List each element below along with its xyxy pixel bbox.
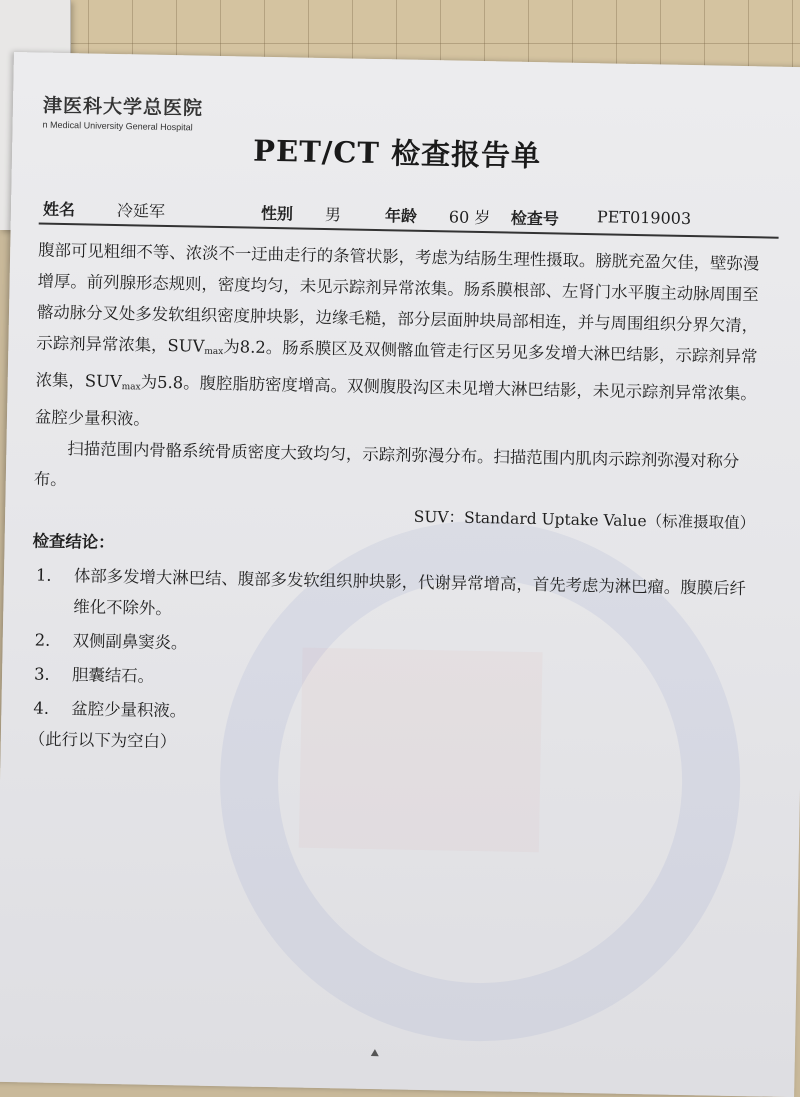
blank-below-note: （此行以下为空白） bbox=[28, 729, 177, 752]
conclusion-number: 1. bbox=[35, 565, 52, 585]
report-title: PET/CT 检查报告单 bbox=[252, 133, 542, 174]
suv-definition-note: SUV：Standard Uptake Value（标准摄取值） bbox=[413, 507, 756, 533]
patient-info-row bbox=[39, 193, 779, 239]
suv-sub-1: max bbox=[204, 346, 224, 358]
page-marker bbox=[371, 1049, 379, 1056]
report-body bbox=[29, 235, 761, 769]
conclusion-item bbox=[31, 559, 754, 635]
patient-gender: 男 bbox=[324, 205, 342, 225]
findings-text-a: 腹部可见粗细不等、浓淡不一迂曲走行的条管状影，考虑为结肠生理性摄取。膀胱充盈欠佳，壁弥漫增厚。前列腺形态规则，密度均匀，未见示踪剂异常浓集。肠系膜根部、左肾门水平腹主动脉周围至髂动脉分叉处多发软组织密度肿块影，边缘毛糙，部分层面肿块局部相连，并与周围组织分界欠清，示踪剂异常浓集， bbox=[36, 240, 760, 355]
findings-text-c: 为5.8。腹腔脂肪密度增高。双侧腹股沟区未见增大淋巴结影，未见示踪剂异常浓集。盆腔少量积液。 bbox=[34, 372, 757, 429]
findings-paragraph-2: 扫描范围内骨骼系统骨质密度大致均匀，示踪剂弥漫分布。扫描范围内肌肉示踪剂弥漫对称分布。 bbox=[33, 439, 740, 490]
hospital-name-cn: 津医科大学总医院 bbox=[42, 94, 204, 120]
conclusion-text: 双侧副鼻窦炎。 bbox=[72, 631, 188, 653]
suv-base-2: SUV bbox=[84, 371, 122, 392]
report-sheet bbox=[0, 52, 800, 1097]
findings-paragraph-1 bbox=[35, 235, 761, 447]
exam-number: PET019003 bbox=[596, 207, 692, 229]
findings-text-b: 为8.2。肠系膜区及双侧髂血管走行区另见多发增大淋巴结影，示踪剂异常浓集， bbox=[35, 337, 758, 391]
suv-sub-2: max bbox=[121, 382, 141, 393]
conclusion-number: 4. bbox=[33, 698, 50, 718]
name-label: 姓名 bbox=[42, 199, 76, 220]
conclusion-text: 盆腔少量积液。 bbox=[71, 699, 187, 721]
conclusion-text: 胆囊结石。 bbox=[71, 665, 155, 686]
gender-label: 性别 bbox=[260, 203, 294, 224]
conclusion-number: 2. bbox=[34, 630, 51, 650]
conclusion-text: 体部多发增大淋巴结、腹部多发软组织肿块影，代谢异常增高，首先考虑为淋巴瘤。腹膜后纤维化不除外。 bbox=[73, 566, 747, 619]
suv-label-1 bbox=[167, 336, 223, 356]
exam-number-label: 检查号 bbox=[510, 208, 560, 229]
suv-label-2 bbox=[85, 371, 141, 391]
suv-base-1: SUV bbox=[167, 336, 205, 356]
conclusion-title: 检查结论： bbox=[32, 531, 115, 553]
patient-age: 60 岁 bbox=[448, 207, 491, 228]
age-label: 年龄 bbox=[384, 206, 418, 226]
conclusion-number: 3. bbox=[33, 664, 50, 684]
patient-name: 冷延军 bbox=[116, 201, 166, 221]
hospital-name-en: n Medical University General Hospital bbox=[42, 119, 193, 133]
